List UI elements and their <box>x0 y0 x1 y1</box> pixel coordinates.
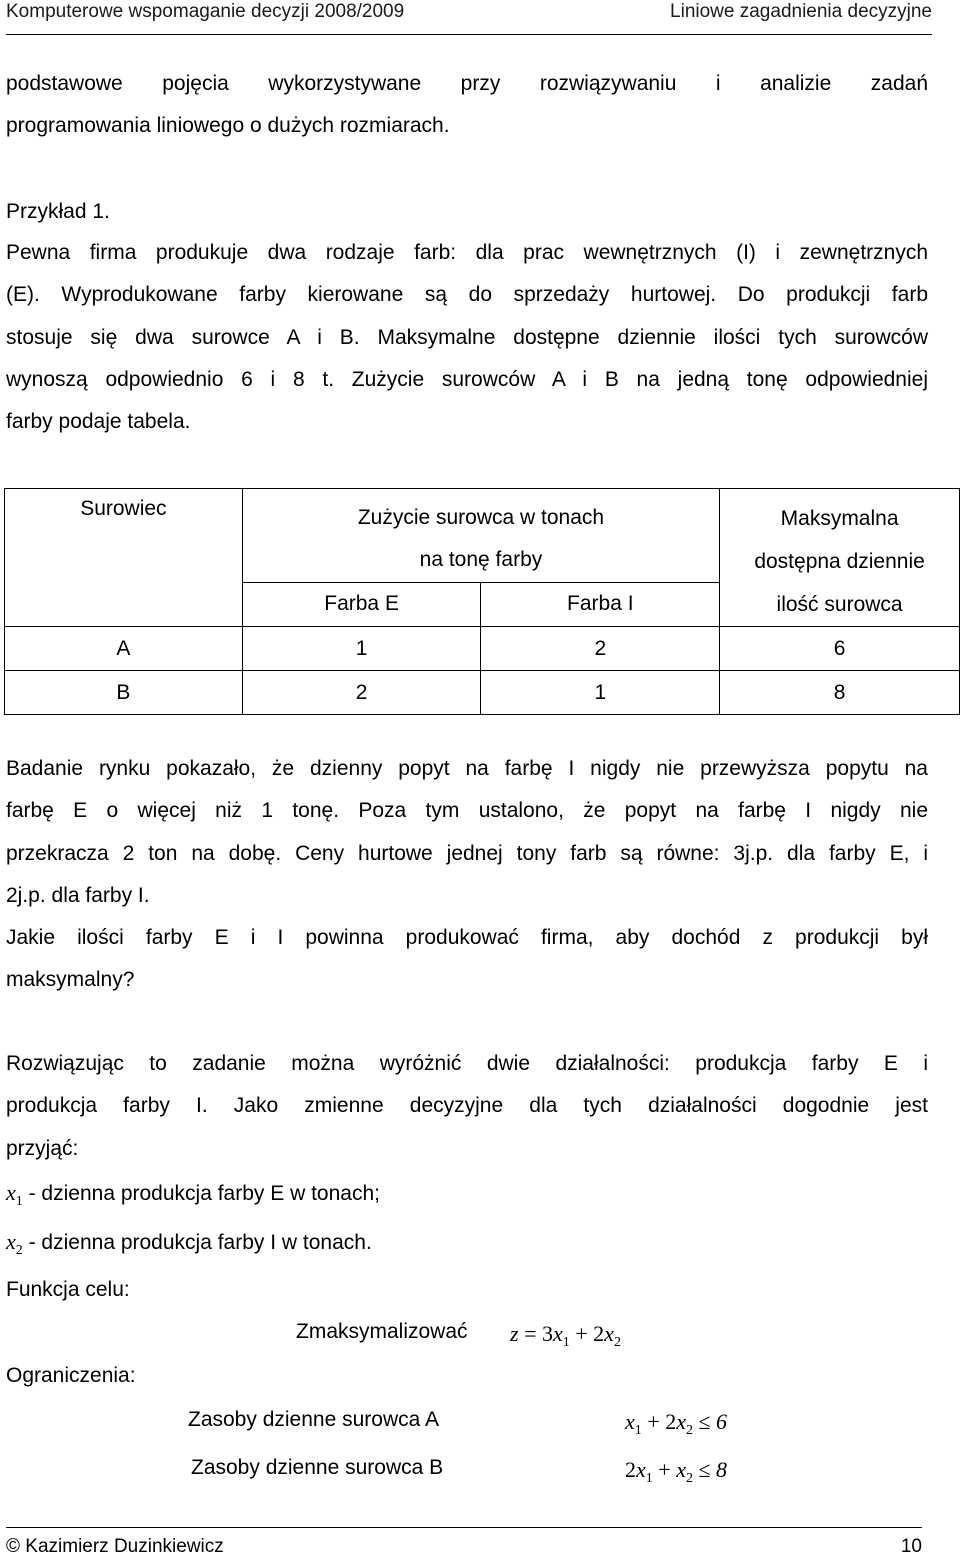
text-line: przekracza 2 ton na dobę. Ceny hurtowe jednej tony farb są równe: 3j.p. dla farby E, i <box>6 841 928 865</box>
resource-table <box>4 488 960 715</box>
variable-symbol: $x_1$ <box>6 1180 23 1209</box>
page-footer <box>6 1527 922 1557</box>
text-line: farby podaje tabela. <box>6 410 191 434</box>
constraint-formula: $x_1 + 2x_2 \le 6$ <box>625 1409 728 1438</box>
cell-max: 8 <box>720 671 960 715</box>
header-zuzycie-line: Zużycie surowca w tonach <box>357 506 605 529</box>
page-header <box>6 0 932 35</box>
header-surowiec: Surowiec <box>5 489 243 627</box>
header-course-title: Komputerowe wspomaganie decyzji 2008/2009 <box>6 1 405 22</box>
objective-label: Funkcja celu: <box>6 1278 130 1301</box>
cell-farba-i: 1 <box>481 671 720 715</box>
example-paragraph <box>6 232 928 443</box>
footer-author: © Kazimierz Duzinkiewicz <box>6 1536 224 1557</box>
solution-paragraph <box>6 1043 928 1170</box>
variable-definition <box>6 1229 372 1258</box>
constraint-label: Zasoby dzienne surowca A <box>188 1408 439 1431</box>
header-zuzycie-line: na tonę farby <box>419 548 543 571</box>
variable-symbol: $x_2$ <box>6 1229 23 1258</box>
text-line: programowania liniowego o dużych rozmiarach. <box>6 114 450 138</box>
cell-farba-e: 1 <box>242 627 481 671</box>
example-title: Przykład 1. <box>6 200 110 223</box>
table-row <box>5 627 960 671</box>
intro-paragraph <box>6 63 928 148</box>
header-chapter-title: Liniowe zagadnienia decyzyjne <box>670 1 932 22</box>
constraints-label: Ograniczenia: <box>6 1364 136 1387</box>
text-line: (E). Wyprodukowane farby kierowane są do sprzedaży hurtowej. Do produkcji farb <box>6 283 928 307</box>
cell-surowiec: B <box>5 671 243 715</box>
question-paragraph <box>6 917 928 1002</box>
table-row <box>5 671 960 715</box>
text-line: Badanie rynku pokazało, że dzienny popyt na farbę I nigdy nie przewyższa popytu na <box>6 757 928 780</box>
cell-surowiec: A <box>5 627 243 671</box>
page-number: 10 <box>900 1536 922 1557</box>
text-line: przyjąć: <box>6 1136 79 1160</box>
text-line: Jakie ilości farby E i I powinna produkować firma, aby dochód z produkcji był <box>6 926 928 949</box>
cell-farba-i: 2 <box>481 627 720 671</box>
text-line: podstawowe pojęcia wykorzystywane przy rozwiązywaniu i analizie zadań <box>6 72 928 95</box>
constraint-label: Zasoby dzienne surowca B <box>191 1456 444 1479</box>
text-line: Rozwiązując to zadanie można wyróżnić dwie działalności: produkcja farby E i <box>6 1052 928 1075</box>
objective-action: Zmaksymalizować <box>296 1320 468 1343</box>
header-farba-e: Farba E <box>242 582 481 626</box>
variable-description: - dzienna produkcja farby E w tonach; <box>28 1182 380 1205</box>
header-farba-i: Farba I <box>481 582 720 626</box>
header-max-line: dostępna dziennie <box>754 550 925 573</box>
text-line: Pewna firma produkuje dwa rodzaje farb: dla prac wewnętrznych (I) i zewnętrznych <box>6 241 928 264</box>
text-line: produkcja farby I. Jako zmienne decyzyjne dla tych działalności dogodnie jest <box>6 1094 928 1118</box>
text-line: wynoszą odpowiednio 6 i 8 t. Zużycie surowców A i B na jedną tonę odpowiedniej <box>6 367 928 391</box>
constraint-formula: $2x_1 + x_2 \le 8$ <box>625 1457 728 1486</box>
header-max-line: ilość surowca <box>776 593 903 616</box>
text-line: farbę E o więcej niż 1 tonę. Poza tym ustalono, że popyt na farbę I nigdy nie <box>6 799 928 823</box>
cell-farba-e: 2 <box>242 671 481 715</box>
variable-definition <box>6 1180 380 1209</box>
header-zuzycie <box>242 489 719 583</box>
header-max <box>720 489 960 627</box>
cell-max: 6 <box>720 627 960 671</box>
header-max-line: Maksymalna <box>780 507 899 530</box>
text-line: maksymalny? <box>6 968 135 992</box>
market-paragraph <box>6 748 928 917</box>
text-line: stosuje się dwa surowce A i B. Maksymalne dostępne dziennie ilości tych surowców <box>6 325 928 349</box>
text-line: 2j.p. dla farby I. <box>6 883 150 907</box>
variable-description: - dzienna produkcja farby I w tonach. <box>28 1231 372 1254</box>
objective-formula: $z = 3x_1 + 2x_2$ <box>510 1321 621 1350</box>
